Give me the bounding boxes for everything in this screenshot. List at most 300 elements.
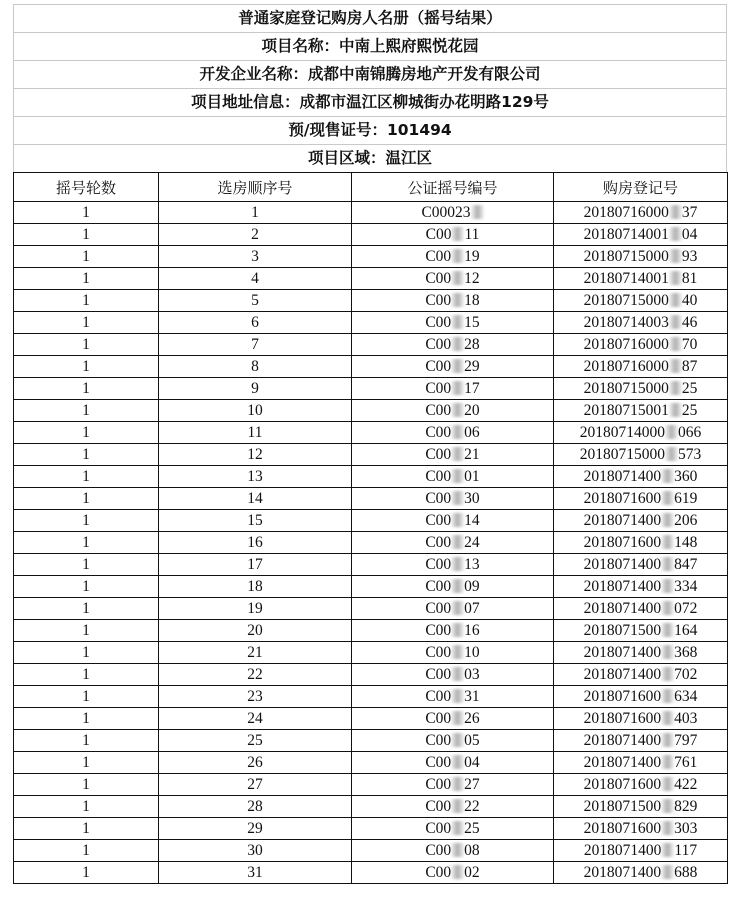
cell-round <box>14 488 159 510</box>
cell-notary-number <box>352 708 554 730</box>
order-value: 4 <box>251 270 259 287</box>
round-value: 1 <box>82 314 90 331</box>
round-value: 1 <box>82 424 90 441</box>
cell-order <box>159 708 352 730</box>
round-value: 1 <box>82 248 90 265</box>
notary-number-prefix: C00 <box>425 380 452 397</box>
cell-order <box>159 510 352 532</box>
round-value: 1 <box>82 556 90 573</box>
round-value: 1 <box>82 446 90 463</box>
cell-order <box>159 862 352 884</box>
order-value: 7 <box>251 336 259 353</box>
lottery-results-table <box>13 172 728 884</box>
cell-order <box>159 356 352 378</box>
redaction-blur <box>451 865 464 879</box>
developer-name: 开发企业名称：成都中南锦腾房地产开发有限公司 <box>13 60 727 88</box>
registration-number-prefix: 20180716000 <box>583 336 669 353</box>
notary-number-suffix: 09 <box>464 578 480 595</box>
cell-registration-number <box>554 312 728 334</box>
cell-order <box>159 686 352 708</box>
redaction-blur <box>661 667 674 681</box>
table-row <box>14 224 728 246</box>
redaction-blur <box>451 645 464 659</box>
notary-number-prefix: C00 <box>425 248 452 265</box>
cell-order <box>159 532 352 554</box>
registration-number-prefix: 20180716000 <box>583 204 669 221</box>
notary-number-suffix: 10 <box>464 644 480 661</box>
redaction-blur <box>451 227 464 241</box>
cell-round <box>14 400 159 422</box>
cell-registration-number <box>554 752 728 774</box>
cell-notary-number <box>352 466 554 488</box>
redaction-blur <box>451 667 464 681</box>
registration-number-prefix: 2018071400 <box>583 556 662 573</box>
redaction-blur <box>661 755 674 769</box>
notary-number-prefix: C00 <box>425 314 452 331</box>
round-value: 1 <box>82 754 90 771</box>
cell-round <box>14 554 159 576</box>
notary-number-suffix: 22 <box>464 798 480 815</box>
registration-number-prefix: 2018071500 <box>583 798 662 815</box>
cell-notary-number <box>352 598 554 620</box>
cell-order <box>159 246 352 268</box>
redaction-blur <box>451 425 464 439</box>
redaction-blur <box>451 535 464 549</box>
table-row <box>14 246 728 268</box>
registration-number-suffix: 93 <box>681 248 698 265</box>
registration-number-prefix: 2018071400 <box>583 732 662 749</box>
cell-registration-number <box>554 642 728 664</box>
order-value: 10 <box>247 402 263 419</box>
notary-number-suffix: 01 <box>464 468 480 485</box>
notary-number-prefix: C00 <box>425 732 452 749</box>
round-value: 1 <box>82 666 90 683</box>
registration-number-suffix: 148 <box>674 534 698 551</box>
cell-notary-number <box>352 730 554 752</box>
order-value: 27 <box>247 776 263 793</box>
registration-number-suffix: 81 <box>681 270 698 287</box>
cell-notary-number <box>352 510 554 532</box>
cell-notary-number <box>352 378 554 400</box>
cell-round <box>14 796 159 818</box>
registration-number-prefix: 20180715000 <box>583 292 669 309</box>
notary-number-suffix: 11 <box>464 226 480 243</box>
registration-number-suffix: 206 <box>674 512 698 529</box>
registration-number-prefix: 20180716000 <box>583 358 669 375</box>
notary-number-prefix: C00 <box>425 842 452 859</box>
cell-round <box>14 224 159 246</box>
cell-notary-number <box>352 224 554 246</box>
table-row <box>14 466 728 488</box>
redaction-blur <box>451 337 464 351</box>
notary-number-prefix: C00 <box>425 468 452 485</box>
redaction-blur <box>669 337 682 351</box>
redaction-blur <box>451 359 464 373</box>
order-value: 6 <box>251 314 259 331</box>
registration-number-prefix: 2018071400 <box>583 512 662 529</box>
cell-round <box>14 752 159 774</box>
cell-registration-number <box>554 356 728 378</box>
cell-round <box>14 774 159 796</box>
registration-sheet <box>13 4 727 884</box>
cell-round <box>14 576 159 598</box>
redaction-blur <box>661 777 674 791</box>
cell-order <box>159 730 352 752</box>
registration-number-prefix: 20180715000 <box>583 248 669 265</box>
redaction-blur <box>451 403 464 417</box>
notary-number-prefix: C00 <box>425 666 452 683</box>
order-value: 12 <box>247 446 263 463</box>
notary-number-prefix: C00 <box>425 534 452 551</box>
cell-round <box>14 268 159 290</box>
table-row <box>14 378 728 400</box>
table-row <box>14 664 728 686</box>
cell-registration-number <box>554 290 728 312</box>
registration-number-prefix: 2018071600 <box>583 820 662 837</box>
round-value: 1 <box>82 842 90 859</box>
registration-number-prefix: 20180714000 <box>579 424 665 441</box>
cell-registration-number <box>554 620 728 642</box>
cell-notary-number <box>352 840 554 862</box>
order-value: 20 <box>247 622 263 639</box>
redaction-blur <box>451 711 464 725</box>
cell-round <box>14 532 159 554</box>
redaction-blur <box>451 755 464 769</box>
redaction-blur <box>661 689 674 703</box>
order-value: 24 <box>247 710 263 727</box>
cell-order <box>159 400 352 422</box>
redaction-blur <box>451 777 464 791</box>
round-value: 1 <box>82 534 90 551</box>
table-row <box>14 796 728 818</box>
round-value: 1 <box>82 776 90 793</box>
cell-order <box>159 752 352 774</box>
registration-number-suffix: 829 <box>674 798 698 815</box>
registration-number-suffix: 25 <box>681 380 698 397</box>
cell-notary-number <box>352 356 554 378</box>
redaction-blur <box>451 843 464 857</box>
redaction-blur <box>661 843 674 857</box>
round-value: 1 <box>82 644 90 661</box>
cell-registration-number <box>554 862 728 884</box>
cell-registration-number <box>554 686 728 708</box>
registration-number-prefix: 20180714003 <box>583 314 669 331</box>
round-value: 1 <box>82 820 90 837</box>
column-header-notary-number: 公证摇号编号 <box>352 173 554 202</box>
redaction-blur <box>665 425 678 439</box>
cell-order <box>159 290 352 312</box>
table-row <box>14 818 728 840</box>
notary-number-suffix: 07 <box>464 600 480 617</box>
cell-notary-number <box>352 422 554 444</box>
cell-registration-number <box>554 224 728 246</box>
round-value: 1 <box>82 292 90 309</box>
round-value: 1 <box>82 578 90 595</box>
order-value: 31 <box>247 864 263 881</box>
notary-number-prefix: C00 <box>425 270 452 287</box>
redaction-blur <box>661 579 674 593</box>
redaction-blur <box>451 469 464 483</box>
notary-number-prefix: C00 <box>425 644 452 661</box>
cell-registration-number <box>554 488 728 510</box>
redaction-blur <box>451 821 464 835</box>
redaction-blur <box>661 645 674 659</box>
cell-notary-number <box>352 642 554 664</box>
redaction-blur <box>669 293 682 307</box>
redaction-blur <box>451 293 464 307</box>
cell-round <box>14 246 159 268</box>
notary-number-prefix: C00 <box>425 578 452 595</box>
cell-order <box>159 576 352 598</box>
notary-number-suffix: 08 <box>464 842 480 859</box>
notary-number-suffix: 16 <box>464 622 480 639</box>
notary-number-prefix: C00 <box>425 688 452 705</box>
cell-notary-number <box>352 686 554 708</box>
table-row <box>14 774 728 796</box>
registration-number-suffix: 368 <box>674 644 698 661</box>
redaction-blur <box>661 733 674 747</box>
redaction-blur <box>669 315 682 329</box>
cell-round <box>14 312 159 334</box>
order-value: 1 <box>251 204 259 221</box>
order-value: 30 <box>247 842 263 859</box>
registration-number-prefix: 2018071400 <box>583 600 662 617</box>
notary-number-suffix: 13 <box>464 556 480 573</box>
cell-round <box>14 466 159 488</box>
round-value: 1 <box>82 490 90 507</box>
registration-number-prefix: 2018071600 <box>583 710 662 727</box>
table-row <box>14 620 728 642</box>
redaction-blur <box>451 689 464 703</box>
cell-round <box>14 356 159 378</box>
registration-number-suffix: 573 <box>678 446 702 463</box>
registration-number-prefix: 20180715001 <box>583 402 669 419</box>
cell-order <box>159 378 352 400</box>
notary-number-suffix: 15 <box>464 314 480 331</box>
redaction-blur <box>451 579 464 593</box>
registration-number-suffix: 334 <box>674 578 698 595</box>
cell-round <box>14 664 159 686</box>
cell-registration-number <box>554 400 728 422</box>
cell-notary-number <box>352 620 554 642</box>
redaction-blur <box>471 205 484 219</box>
round-value: 1 <box>82 710 90 727</box>
registration-number-suffix: 25 <box>681 402 698 419</box>
redaction-blur <box>669 271 682 285</box>
table-row <box>14 840 728 862</box>
notary-number-suffix: 20 <box>464 402 480 419</box>
notary-number-prefix: C00 <box>425 776 452 793</box>
registration-number-prefix: 2018071400 <box>583 842 662 859</box>
redaction-blur <box>451 447 464 461</box>
notary-number-suffix: 17 <box>464 380 480 397</box>
registration-number-suffix: 619 <box>674 490 698 507</box>
order-value: 25 <box>247 732 263 749</box>
registration-number-prefix: 2018071400 <box>583 468 662 485</box>
cell-notary-number <box>352 664 554 686</box>
cell-notary-number <box>352 796 554 818</box>
notary-number-suffix: 31 <box>464 688 480 705</box>
registration-number-suffix: 46 <box>681 314 698 331</box>
round-value: 1 <box>82 358 90 375</box>
redaction-blur <box>451 491 464 505</box>
registration-number-prefix: 2018071600 <box>583 534 662 551</box>
table-row <box>14 422 728 444</box>
notary-number-prefix: C00 <box>425 358 452 375</box>
table-row <box>14 334 728 356</box>
document-title: 普通家庭登记购房人名册（摇号结果） <box>13 4 727 32</box>
cell-notary-number <box>352 312 554 334</box>
registration-number-suffix: 797 <box>674 732 698 749</box>
project-address: 项目地址信息：成都市温江区柳城街办花明路129号 <box>13 88 727 116</box>
round-value: 1 <box>82 622 90 639</box>
table-row <box>14 554 728 576</box>
cell-registration-number <box>554 774 728 796</box>
order-value: 5 <box>251 292 259 309</box>
registration-number-prefix: 20180714001 <box>583 270 669 287</box>
cell-order <box>159 598 352 620</box>
cell-registration-number <box>554 708 728 730</box>
cell-registration-number <box>554 246 728 268</box>
redaction-blur <box>661 799 674 813</box>
redaction-blur <box>669 227 682 241</box>
redaction-blur <box>661 469 674 483</box>
notary-number-prefix: C00 <box>425 402 452 419</box>
cell-order <box>159 554 352 576</box>
redaction-blur <box>451 271 464 285</box>
registration-number-prefix: 20180715000 <box>579 446 665 463</box>
redaction-blur <box>451 249 464 263</box>
order-value: 26 <box>247 754 263 771</box>
order-value: 3 <box>251 248 259 265</box>
notary-number-suffix: 24 <box>464 534 480 551</box>
redaction-blur <box>451 601 464 615</box>
notary-number-suffix: 21 <box>464 446 480 463</box>
notary-number-prefix: C00 <box>425 820 452 837</box>
notary-number-prefix: C00 <box>425 798 452 815</box>
redaction-blur <box>661 535 674 549</box>
registration-number-prefix: 2018071600 <box>583 490 662 507</box>
table-row <box>14 642 728 664</box>
cell-notary-number <box>352 334 554 356</box>
redaction-blur <box>661 557 674 571</box>
cell-registration-number <box>554 422 728 444</box>
notary-number-suffix: 14 <box>464 512 480 529</box>
registration-number-suffix: 634 <box>674 688 698 705</box>
cell-notary-number <box>352 862 554 884</box>
cell-round <box>14 862 159 884</box>
order-value: 19 <box>247 600 263 617</box>
cell-round <box>14 422 159 444</box>
table-row <box>14 290 728 312</box>
registration-number-suffix: 70 <box>681 336 698 353</box>
round-value: 1 <box>82 380 90 397</box>
cell-round <box>14 202 159 224</box>
cell-order <box>159 818 352 840</box>
cell-notary-number <box>352 774 554 796</box>
registration-number-suffix: 303 <box>674 820 698 837</box>
notary-number-prefix: C00 <box>425 292 452 309</box>
cell-registration-number <box>554 554 728 576</box>
notary-number-suffix: 18 <box>464 292 480 309</box>
order-value: 28 <box>247 798 263 815</box>
registration-number-suffix: 04 <box>681 226 698 243</box>
notary-number-suffix: 28 <box>464 336 480 353</box>
table-row <box>14 532 728 554</box>
registration-number-prefix: 20180715000 <box>583 380 669 397</box>
round-value: 1 <box>82 226 90 243</box>
cell-registration-number <box>554 576 728 598</box>
cell-round <box>14 642 159 664</box>
cell-registration-number <box>554 268 728 290</box>
registration-number-suffix: 117 <box>674 842 698 859</box>
round-value: 1 <box>82 732 90 749</box>
table-row <box>14 400 728 422</box>
cell-registration-number <box>554 730 728 752</box>
notary-number-suffix: 30 <box>464 490 480 507</box>
notary-number-prefix: C00 <box>425 490 452 507</box>
redaction-blur <box>451 381 464 395</box>
order-value: 13 <box>247 468 263 485</box>
table-row <box>14 356 728 378</box>
notary-number-prefix: C00 <box>425 622 452 639</box>
order-value: 11 <box>247 424 263 441</box>
cell-order <box>159 488 352 510</box>
cell-notary-number <box>352 818 554 840</box>
cell-order <box>159 422 352 444</box>
cell-notary-number <box>352 290 554 312</box>
cell-registration-number <box>554 598 728 620</box>
notary-number-prefix: C00 <box>425 754 452 771</box>
notary-number-prefix: C00 <box>425 336 452 353</box>
table-row <box>14 202 728 224</box>
round-value: 1 <box>82 336 90 353</box>
redaction-blur <box>451 799 464 813</box>
notary-number-prefix: C00 <box>425 424 452 441</box>
order-value: 22 <box>247 666 263 683</box>
order-value: 23 <box>247 688 263 705</box>
registration-number-suffix: 37 <box>681 204 698 221</box>
registration-number-prefix: 2018071400 <box>583 578 662 595</box>
order-value: 8 <box>251 358 259 375</box>
redaction-blur <box>661 601 674 615</box>
table-row <box>14 730 728 752</box>
cell-registration-number <box>554 510 728 532</box>
cell-round <box>14 598 159 620</box>
order-value: 15 <box>247 512 263 529</box>
round-value: 1 <box>82 798 90 815</box>
cell-order <box>159 774 352 796</box>
redaction-blur <box>669 359 682 373</box>
cell-round <box>14 620 159 642</box>
cell-round <box>14 840 159 862</box>
notary-number-suffix: 27 <box>464 776 480 793</box>
redaction-blur <box>669 205 682 219</box>
redaction-blur <box>661 513 674 527</box>
registration-number-suffix: 360 <box>674 468 698 485</box>
table-header-row <box>14 173 728 202</box>
order-value: 16 <box>247 534 263 551</box>
cell-order <box>159 202 352 224</box>
registration-number-suffix: 403 <box>674 710 698 727</box>
registration-number-prefix: 2018071500 <box>583 622 662 639</box>
table-row <box>14 708 728 730</box>
round-value: 1 <box>82 402 90 419</box>
registration-number-suffix: 066 <box>678 424 702 441</box>
cell-registration-number <box>554 444 728 466</box>
registration-number-prefix: 2018071400 <box>583 754 662 771</box>
notary-number-suffix: 05 <box>464 732 480 749</box>
